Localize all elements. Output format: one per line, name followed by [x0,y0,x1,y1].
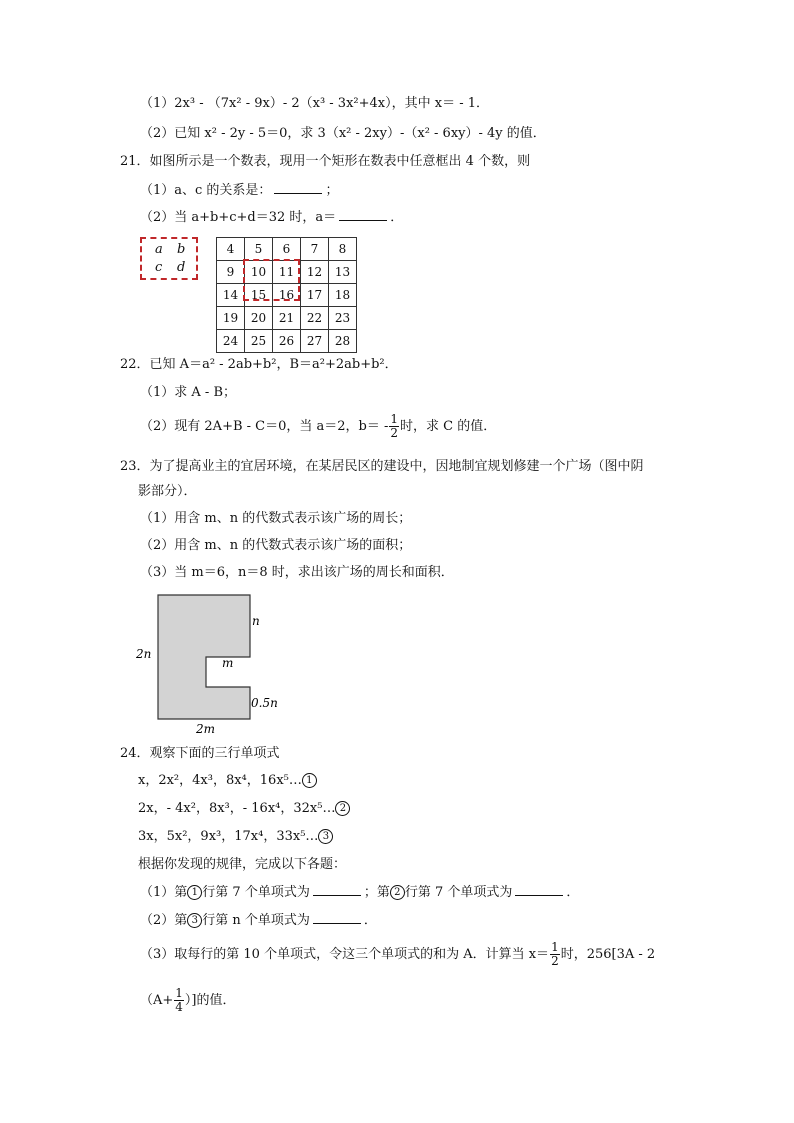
q23-part3: （3）当 m＝6，n＝8 时，求出该广场的周长和面积． [140,565,454,580]
answer-blank[interactable] [313,883,361,896]
answer-blank[interactable] [339,208,387,221]
table-cell: 28 [329,330,357,353]
q24-part2-b: 行第 n 个单项式为 [202,913,310,928]
label-2n: 2n [136,647,152,661]
table-cell: 14 [217,284,245,307]
q24-part1-e: ． [566,885,580,900]
label-2m: 2m [196,722,216,736]
q24-part3-line2 [140,986,236,1016]
letter-b: b [177,242,186,257]
letter-a: a [155,242,163,257]
fraction [550,941,560,968]
q22-part2 [140,412,496,442]
q24-part3-end: 时，256[3A - 2 [560,947,656,962]
answer-blank[interactable] [274,181,322,194]
table-cell: 24 [217,330,245,353]
table-cell: 5 [245,238,273,261]
label-m: m [222,656,234,670]
q24-part2 [140,911,377,930]
table-cell: 19 [217,307,245,330]
table-cell: 26 [273,330,301,353]
fraction [174,987,184,1014]
table-row [217,330,357,353]
q24-row1 [138,772,317,790]
abcd-dashed-box [140,237,198,280]
q24-part1-d: 行第 7 个单项式为 [404,885,513,900]
plaza-shape [158,595,250,719]
fraction [389,413,399,440]
q21-part1-text: （1）a、c 的关系是： [140,183,272,198]
circled-2: 2 [335,801,350,816]
q21-part2 [140,208,403,227]
letter-d: d [177,260,186,275]
table-cell: 15 [245,284,273,307]
circled-2: 2 [390,885,405,900]
table-cell: 6 [273,238,301,261]
q22-stem: 22．已知 A＝a² - 2ab+b²，B＝a²+2ab+b²． [120,357,398,372]
table-cell: 27 [301,330,329,353]
plaza-figure [130,590,290,740]
q24-part1-b: 行第 7 个单项式为 [202,885,310,900]
circled-3: 3 [187,913,202,928]
answer-blank[interactable] [313,911,361,924]
q24-part2-c: ． [363,913,377,928]
label-n: n [252,614,260,628]
circled-1: 1 [187,885,202,900]
q24-row3 [138,828,333,846]
table-cell: 4 [217,238,245,261]
q24-row1-text: x，2x²，4x³，8x⁴，16x⁵… [138,773,302,788]
q23-part2: （2）用含 m、n 的代数式表示该广场的面积； [140,538,412,553]
label-0.5n: 0.5n [251,696,278,710]
table-cell: 11 [273,261,301,284]
answer-blank[interactable] [515,883,563,896]
q22-part1: （1）求 A - B； [140,385,237,400]
q21-part2-end: ． [390,210,404,225]
q22-part2-end: 时，求 C 的值． [400,419,497,434]
fraction-denominator: 2 [551,954,559,968]
q24-part1-a: （1）第 [140,885,188,900]
table-cell: 25 [245,330,273,353]
q23-part1: （1）用含 m、n 的代数式表示该广场的周长； [140,511,412,526]
table-cell: 12 [301,261,329,284]
q22-part2-text: （2）现有 2A+B - C＝0，当 a＝2，b＝ - [140,419,389,434]
q24-part3-l2-text: （A+ [140,993,174,1008]
fraction-numerator: 1 [175,986,183,1000]
q24-row3-text: 3x，5x²，9x³，17x⁴，33x⁵… [138,829,319,844]
fraction-denominator: 4 [175,1000,183,1014]
fraction-numerator: 1 [551,940,559,954]
table-cell: 16 [273,284,301,307]
table-cell: 20 [245,307,273,330]
q24-rule: 根据你发现的规律，完成以下各题： [138,857,347,872]
circled-3: 3 [318,829,333,844]
q24-stem: 24．观察下面的三行单项式 [120,746,280,761]
q20-part2: （2）已知 x² - 2y - 5＝0，求 3（x² - 2xy）-（x² - 6xy）- 4y 的值． [140,126,546,141]
q24-part1 [140,883,579,902]
q21-part1 [140,181,338,200]
q24-part2-a: （2）第 [140,913,188,928]
table-row [217,307,357,330]
table-cell: 9 [217,261,245,284]
table-cell: 10 [245,261,273,284]
letter-c: c [155,260,163,275]
q24-part1-c: ；第 [363,885,390,900]
red-selection-frame [243,259,300,301]
table-cell: 21 [273,307,301,330]
q24-row2-text: 2x，- 4x²，8x³，- 16x⁴，32x⁵… [138,801,336,816]
table-cell: 13 [329,261,357,284]
fraction-numerator: 1 [390,412,399,426]
q21-stem: 21．如图所示是一个数表，现用一个矩形在数表中任意框出 4 个数，则 [120,154,531,169]
table-cell: 22 [301,307,329,330]
table-cell: 8 [329,238,357,261]
q24-part3 [140,940,655,970]
table-cell: 18 [329,284,357,307]
q23-stem-line1: 23．为了提高业主的宜居环境，在某居民区的建设中，因地制宜规划修建一个广场（图中阴 [120,459,644,474]
q24-part3-text: （3）取每行的第 10 个单项式，令这三个单项式的和为 A．计算当 x＝ [140,947,550,962]
fraction-denominator: 2 [390,426,399,440]
q20-part1: （1）2x³ - （7x² - 9x）- 2（x³ - 3x²+4x），其中 x＝ - 1． [140,96,490,111]
q21-part1-end: ； [325,183,339,198]
table-cell: 17 [301,284,329,307]
table-cell: 7 [301,238,329,261]
table-cell: 23 [329,307,357,330]
table-row [217,238,357,261]
circled-1: 1 [302,773,317,788]
q21-part2-text: （2）当 a+b+c+d＝32 时，a＝ [140,210,337,225]
q24-row2 [138,800,350,818]
q24-part3-l2-end: ）]的值． [184,993,236,1008]
q23-stem-line2: 影部分）． [138,484,197,499]
